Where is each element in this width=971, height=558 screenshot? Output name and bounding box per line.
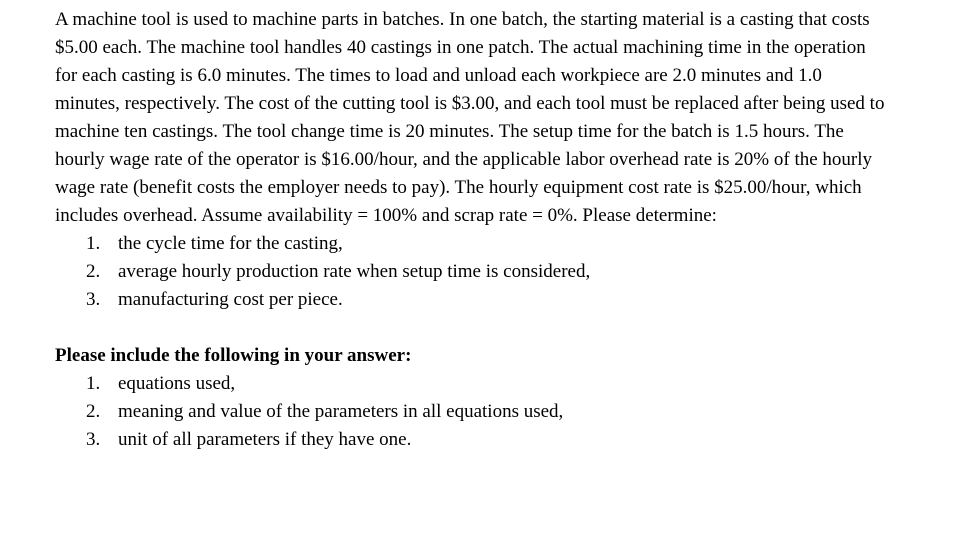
list-item-text: the cycle time for the casting, [118, 233, 343, 254]
list-item-number: 3. [86, 289, 101, 310]
list-item-number: 2. [86, 261, 101, 282]
list-item-text: equations used, [118, 373, 236, 394]
requirements-heading: Please include the following in your answer: [55, 345, 412, 366]
list-item-number: 1. [86, 373, 101, 394]
list-item-text: meaning and value of the parameters in all equations used, [118, 401, 564, 422]
problem-list [55, 230, 885, 314]
list-item-text: average hourly production rate when setup time is considered, [118, 261, 591, 282]
problem-statement: A machine tool is used to machine parts in batches. In one batch, the starting material is a casting that costs $5.00 each. The machine tool handles 40 castings in one patch. The actual machining time in the operation for each casting is 6.0 minutes. The times to load and unload each workpiece are 2.0 minutes and 1.0 minutes, respectively. The cost of the cutting tool is $3.00, and each tool must be replaced after being used to machine ten castings. The tool change time is 20 minutes. The setup time for the batch is 1.5 hours. The hourly wage rate of the operator is $16.00/hour, and the applicable labor overhead rate is 20% of the hourly wage rate (benefit costs the employer needs to pay). The hourly equipment cost rate is $25.00/hour, which includes overhead. Assume availability = 100% and scrap rate = 0%. Please determine: [55, 9, 885, 226]
list-item [55, 230, 885, 258]
list-item [55, 370, 885, 398]
requirements-list [55, 370, 885, 454]
list-item-text: unit of all parameters if they have one. [118, 429, 412, 450]
list-item [55, 286, 885, 314]
list-item [55, 258, 885, 286]
list-item-number: 2. [86, 401, 101, 422]
list-item-number: 3. [86, 429, 101, 450]
document-body [55, 6, 885, 454]
list-item [55, 426, 885, 454]
list-item-number: 1. [86, 233, 101, 254]
list-item [55, 398, 885, 426]
section-spacer [55, 314, 885, 342]
list-item-text: manufacturing cost per piece. [118, 289, 343, 310]
